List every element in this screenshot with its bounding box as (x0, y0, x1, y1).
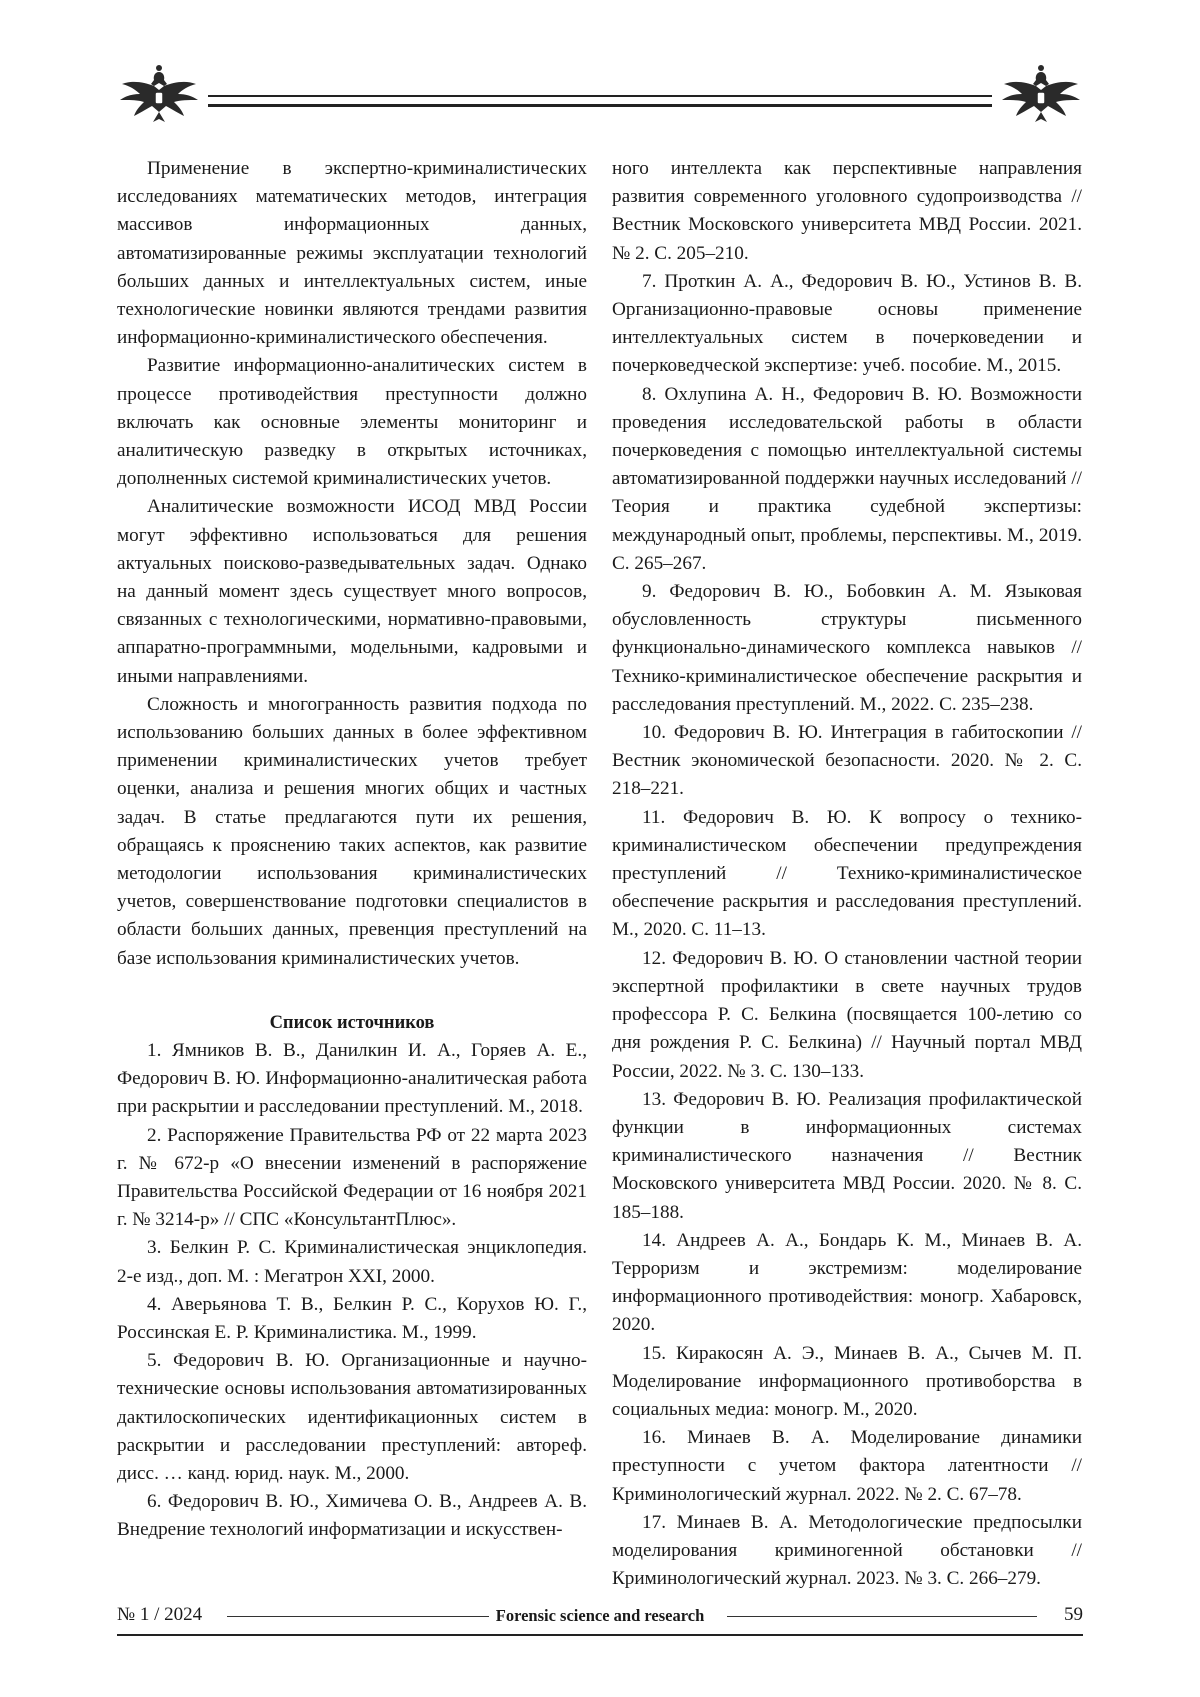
journal-title: Forensic science and research (495, 1606, 705, 1625)
reference-item: 6. Федорович В. Ю., Химичева О. В., Андреев А. В. Внедрение технологий информатизации и искусствен- (117, 1491, 587, 1541)
reference-item: 7. Проткин А. А., Федорович В. Ю., Устинов В. В. Организационно-правовые основы применение интеллектуальных систем в почерковедении и почерковедческой экспертизе: учеб. пособие. М., 2015. (612, 270, 1082, 377)
page-number: 59 (1064, 1604, 1083, 1625)
body-paragraph: Аналитические возможности ИСОД МВД России могут эффективно использоваться для решения актуальных поисково-разведывательных задач. Однако на данный момент здесь существует много вопросов, связанных с технологическими, нормативно-правовыми, аппаратно-программными, модельными, кадровыми и иными направлениями. (117, 496, 587, 687)
page-header (118, 62, 1082, 132)
reference-item: 13. Федорович В. Ю. Реализация профилактической функции в информационных системах криминалистического назначения // Вестник Московского университета МВД России. 2020. № 8. С. 185–188. (612, 1088, 1082, 1223)
body-paragraph: Применение в экспертно-криминалистических исследованиях математических методов, интеграция массивов информационных данных, автоматизированные режимы эксплуатации технологий больших данных и интеллектуальных систем, иные технологические новинки являются трендами развития информационно-криминалистического обеспечения. (117, 158, 587, 349)
page-footer (117, 1604, 1083, 1638)
reference-item: 3. Белкин Р. С. Криминалистическая энциклопедия. 2-е изд., доп. М. : Мегатрон XXI, 2000. (117, 1237, 587, 1287)
sources-heading: Список источников (269, 1012, 435, 1033)
reference-continuation: ного интеллекта как перспективные направления развития современного уголовного судопроизводства // Вестник Московского университета МВД России. 2021. № 2. С. 205–210. (612, 158, 1082, 264)
reference-item: 11. Федорович В. Ю. К вопросу о технико-криминалистическом обеспечении предупреждения преступлений // Технико-криминалистическое обеспечение раскрытия и расследования преступлений. М., 2020. С. 11–13. (612, 806, 1082, 941)
reference-item: 8. Охлупина А. Н., Федорович В. Ю. Возможности проведения исследовательской работы в области почерковедения с помощью интеллектуальной системы автоматизированной поддержки научных исследований // Теория и практика судебной экспертизы: международный опыт, проблемы, перспективы. М., 2019. С. 265–267. (612, 383, 1082, 574)
reference-item: 10. Федорович В. Ю. Интеграция в габитоскопии // Вестник экономической безопасности. 2020. № 2. С. 218–221. (612, 722, 1082, 800)
reference-item: 5. Федорович В. Ю. Организационные и научно-технические основы использования автоматизированных дактилоскопических идентификационных систем в раскрытии и расследовании преступлений: автореф. дисс. … канд. юрид. наук. М., 2000. (117, 1350, 587, 1484)
reference-item: 17. Минаев В. А. Методологические предпосылки моделирования криминогенной обстановки // Криминологический журнал. 2023. № 3. С. 266–279. (612, 1511, 1082, 1590)
header-divider (208, 95, 992, 107)
issue-number: № 1 / 2024 (117, 1604, 203, 1625)
footer-baseline (117, 1634, 1083, 1636)
double-headed-eagle-emblem-icon (1000, 62, 1082, 132)
reference-item: 1. Ямников В. В., Данилкин И. А., Горяев А. Е., Федорович В. Ю. Информационно-аналитическая работа при раскрытии и расследовании преступлений. М., 2018. (117, 1039, 587, 1118)
double-headed-eagle-emblem-icon (118, 62, 200, 132)
body-paragraph: Сложность и многогранность развития подхода по использованию больших данных в более эффективном применении криминалистических учетов требует оценки, анализа и решения многих общих и частных задач. В статье предлагаются пути их решения, обращаясь к прояснению таких аспектов, как развитие методологии использования криминалистических учетов, совершенствование подготовки специалистов в области больших данных, превенция преступлений на базе использования криминалистических учетов. (117, 693, 587, 969)
body-paragraph: Развитие информационно-аналитических систем в процессе противодействия преступности должно включать как основные элементы мониторинг и аналитическую разведку в открытых источниках, дополненных системой криминалистических учетов. (117, 355, 587, 490)
reference-item: 2. Распоряжение Правительства РФ от 22 марта 2023 г. № 672-р «О внесении изменений в распоряжение Правительства Российской Федерации от 16 ноября 2021 г. № 3214-р» // СПС «КонсультантПлюс». (117, 1124, 587, 1231)
reference-item: 4. Аверьянова Т. В., Белкин Р. С., Корухов Ю. Г., Россинская Е. Р. Криминалистика. М., 1999. (117, 1293, 587, 1343)
right-column (612, 155, 1082, 1593)
reference-item: 14. Андреев А. А., Бондарь К. М., Минаев В. А. Терроризм и экстремизм: моделирование информационного противодействия: моногр. Хабаровск, 2020. (612, 1229, 1082, 1336)
reference-item: 16. Минаев В. А. Моделирование динамики преступности с учетом фактора латентности // Криминологический журнал. 2022. № 2. С. 67–78. (612, 1427, 1082, 1505)
left-column (117, 155, 587, 1545)
reference-item: 9. Федорович В. Ю., Бобовкин А. М. Языковая обусловленность структуры письменного функционально-динамического комплекса навыков // Технико-криминалистическое обеспечение раскрытия и расследования преступлений. М., 2022. С. 235–238. (612, 581, 1082, 715)
reference-item: 12. Федорович В. Ю. О становлении частной теории экспертной профилактики в свете научных трудов профессора Р. С. Белкина (посвящается 100-летию со дня рождения Р. С. Белкина) // Научный портал МВД России, 2022. № 3. С. 130–133. (612, 947, 1082, 1082)
reference-item: 15. Киракосян А. Э., Минаев В. А., Сычев М. П. Моделирование информационного противоборства в социальных медиа: моногр. М., 2020. (612, 1342, 1082, 1420)
footer-rule-right (727, 1616, 1037, 1617)
